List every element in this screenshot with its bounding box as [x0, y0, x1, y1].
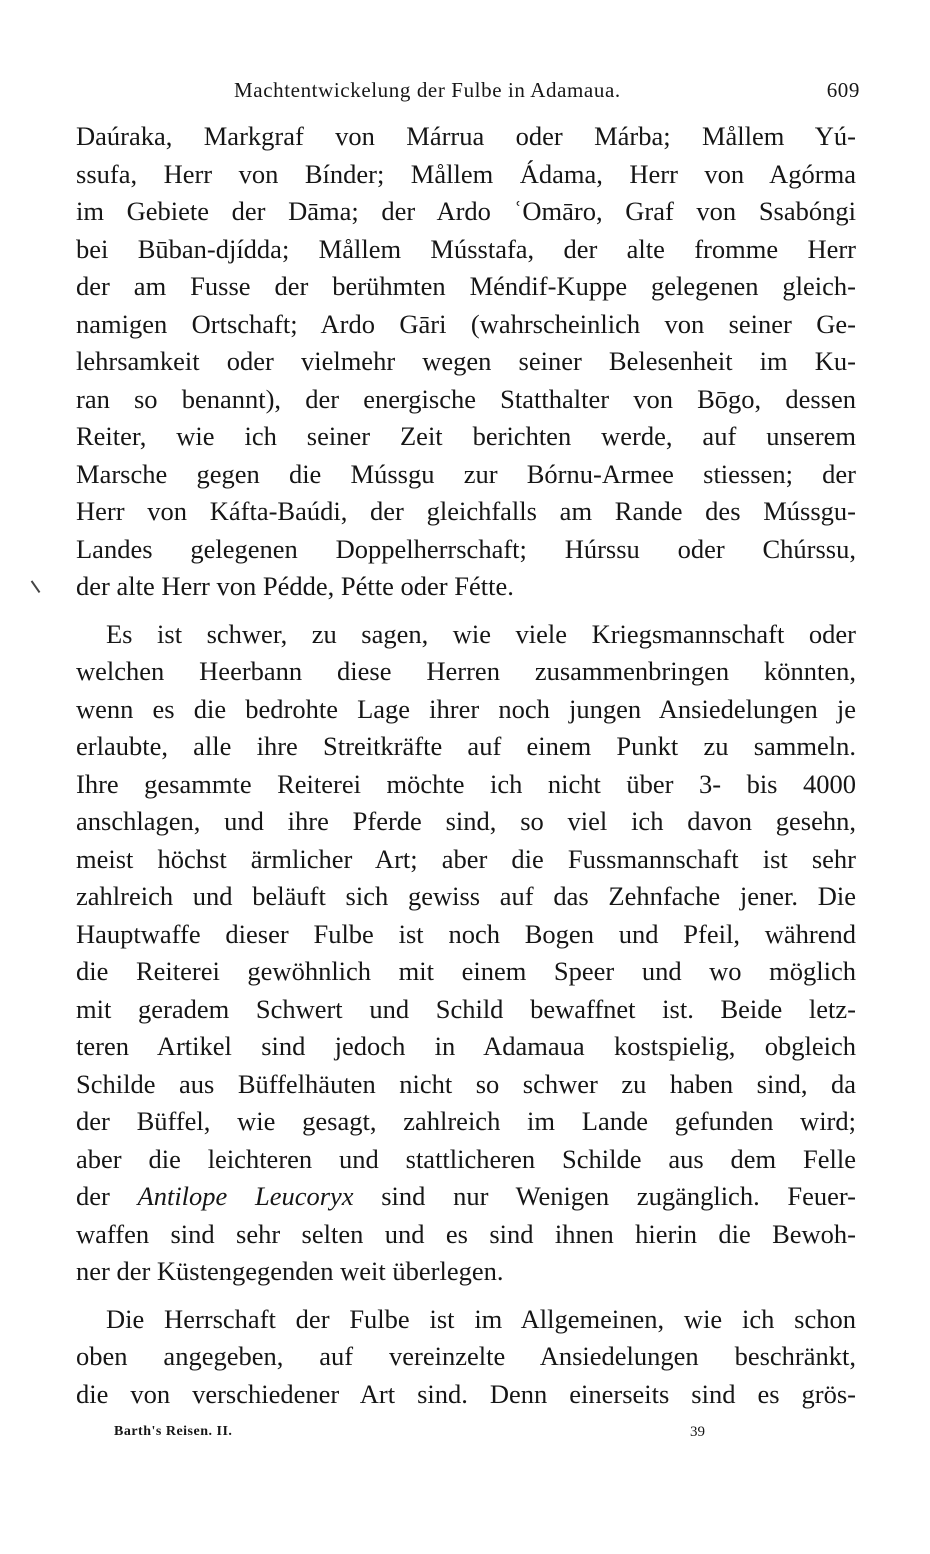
text-line: ner der Küstengegenden weit überlegen.	[76, 1256, 504, 1286]
text-line: Herr von Káfta-Baúdi, der gleichfalls am Rande des Mússgu-	[76, 496, 856, 526]
text-line: der alte Herr von Pédde, Pétte oder Fétte.	[76, 571, 514, 601]
text-line: wenn es die bedrohte Lage ihrer noch jungen Ansiedelungen je	[76, 693, 856, 724]
page-footer	[114, 1424, 734, 1448]
page-number: 609	[826, 78, 860, 102]
text-line: Ihre gesammte Reiterei möchte ich nicht über 3- bis 4000	[76, 768, 856, 799]
printer-signature: Barth's Reisen. II.	[114, 1424, 233, 1439]
line-prefix: der	[76, 1181, 138, 1211]
text-line: Marsche gegen die Mússgu zur Bórnu-Armee stiessen; der	[76, 458, 856, 489]
text-line: waffen sind sehr selten und es sind ihnen hierin die Bewoh-	[76, 1218, 856, 1249]
text-line: erlaubte, alle ihre Streitkräfte auf einem Punkt zu sammeln.	[76, 731, 856, 761]
text-line: Reiter, wie ich seiner Zeit berichten werde, auf unserem	[76, 421, 856, 451]
text-line: anschlagen, und ihre Pferde sind, so viel ich davon gesehn,	[76, 806, 856, 836]
running-title: Machtentwickelung der Fulbe in Adamaua.	[234, 78, 621, 102]
text-line: Die Herrschaft der Fulbe ist im Allgemeinen, wie ich schon	[106, 1303, 856, 1334]
text-line: der am Fusse der berühmten Méndif-Kuppe gelegenen gleich-	[76, 271, 856, 301]
text-line-italic-term	[76, 1178, 856, 1216]
text-line: die Reiterei gewöhnlich mit einem Speer und wo möglich	[76, 956, 856, 986]
text-line: die von verschiedener Art sind. Denn einerseits sind es grös-	[76, 1378, 856, 1409]
text-line: welchen Heerbann diese Herren zusammenbringen könnten,	[76, 656, 856, 686]
text-line: zahlreich und beläuft sich gewiss auf das Zehnfache jener. Die	[76, 881, 856, 911]
line-suffix: sind nur Wenigen zugänglich. Feuer-	[353, 1181, 856, 1211]
italic-species-name: Antilope Leucoryx	[137, 1181, 354, 1211]
text-line: aber die leichteren und stattlicheren Schilde aus dem Felle	[76, 1143, 856, 1174]
text-line: ssufa, Herr von Bínder; Mållem Ádama, Herr von Agórma	[76, 158, 856, 189]
text-line: mit geradem Schwert und Schild bewaffnet ist. Beide letz-	[76, 993, 856, 1024]
text-line: Landes gelegenen Doppelherrschaft; Húrssu oder Chúrssu,	[76, 533, 856, 564]
text-line: Hauptwaffe dieser Fulbe ist noch Bogen und Pfeil, während	[76, 918, 856, 949]
text-line: oben angegeben, auf vereinzelte Ansiedelungen beschränkt,	[76, 1341, 856, 1371]
paragraph-3	[76, 1301, 856, 1414]
text-line: Schilde aus Büffelhäuten nicht so schwer zu haben sind, da	[76, 1068, 856, 1099]
body-text	[76, 118, 856, 1413]
paragraph-2	[76, 616, 856, 1291]
paragraph-1	[76, 118, 856, 606]
text-line: lehrsamkeit oder vielmehr wegen seiner Belesenheit im Ku-	[76, 346, 856, 376]
text-line: der Büffel, wie gesagt, zahlreich im Lande gefunden wird;	[76, 1106, 856, 1136]
text-line: meist höchst ärmlicher Art; aber die Fussmannschaft ist sehr	[76, 843, 856, 874]
text-line: Daúraka, Markgraf von Márrua oder Márba; Mållem Yú-	[76, 121, 856, 151]
sheet-number: 39	[690, 1424, 705, 1440]
text-line: bei Būban-djídda; Mållem Músstafa, der alte fromme Herr	[76, 233, 856, 264]
text-line: ran so benannt), der energische Statthalter von Bōgo, dessen	[76, 383, 856, 414]
running-header	[234, 78, 860, 108]
margin-pencil-mark	[31, 577, 46, 593]
text-line: im Gebiete der Dāma; der Ardo ʿOmāro, Graf von Ssabóngi	[76, 196, 856, 226]
text-line: namigen Ortschaft; Ardo Gāri (wahrscheinlich von seiner Ge-	[76, 308, 856, 339]
text-line: Es ist schwer, zu sagen, wie viele Kriegsmannschaft oder	[106, 618, 856, 649]
text-line: teren Artikel sind jedoch in Adamaua kostspielig, obgleich	[76, 1031, 856, 1061]
